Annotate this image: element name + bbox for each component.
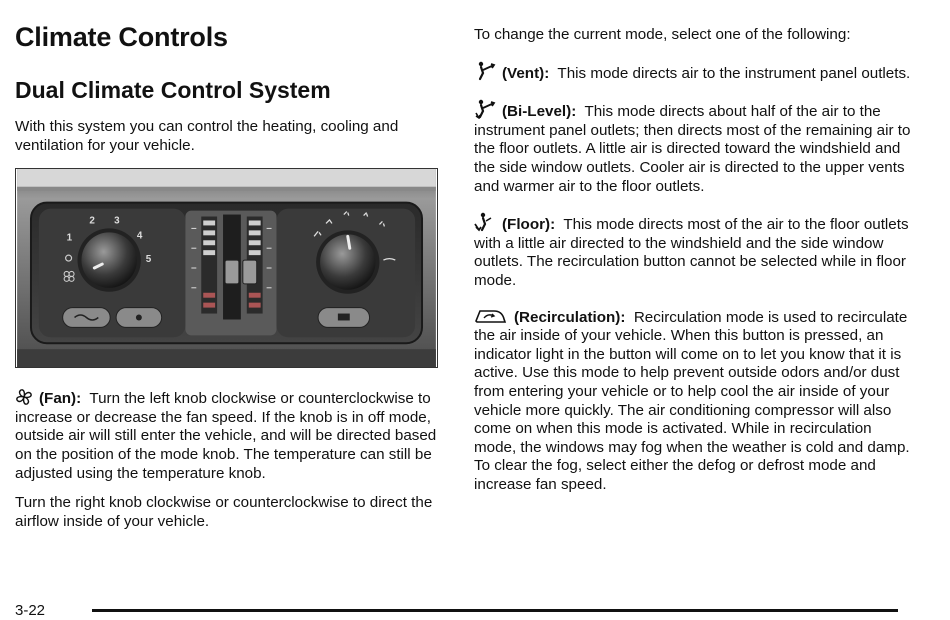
mode-floor xyxy=(474,212,914,290)
fan-label-4: 4 xyxy=(136,230,143,242)
floor-term: (Floor): xyxy=(502,216,556,234)
fan-text: Turn the left knob clockwise or counterclockwise to increase or decrease the fan speed. If the knob is in off mode, outside air will still enter the vehicle, and will be directed based on the position of the mode knob. The temperature can still be adjusted using the temperature knob. xyxy=(15,390,437,482)
page-number: 3-22 xyxy=(15,602,46,619)
right-column xyxy=(474,26,914,510)
climate-control-panel-photo xyxy=(15,168,438,368)
fan-label-2: 2 xyxy=(89,215,95,227)
right-knob-paragraph: Turn the right knob clockwise or counterclockwise to direct the airflow inside of your vehicle. xyxy=(15,494,433,530)
recirculation-icon xyxy=(474,307,508,325)
floor-icon xyxy=(474,212,496,232)
mode-bi-level xyxy=(474,99,914,196)
mode-knob xyxy=(316,231,379,294)
footer-rule xyxy=(92,609,898,612)
fan-paragraph xyxy=(15,388,440,483)
bi-level-term: (Bi-Level): xyxy=(502,103,577,121)
page-title: Climate Controls xyxy=(15,22,228,52)
vent-icon xyxy=(474,61,496,81)
fan-label-3: 3 xyxy=(114,215,120,227)
recirculation-term: (Recirculation): xyxy=(514,308,626,326)
mode-vent xyxy=(474,61,914,84)
fan-label-5: 5 xyxy=(145,254,152,266)
vent-text: This mode directs air to the instrument panel outlets. xyxy=(557,64,911,82)
fan-icon xyxy=(15,388,33,406)
fan-term: (Fan): xyxy=(39,390,82,408)
mode-recirculation xyxy=(474,307,914,495)
recirculation-text: Recirculation mode is used to recirculate the air inside of your vehicle. When this button is pressed, an indicator light in the button will come on to let you know that it is active. Use this mode to help prevent outside odors and/or dust from entering your vehicle or to help cool the air inside of your vehicle more quickly. The air conditioning compressor will also come on when this mode is activated. While in recirculation mode, the windows may fog when the weather is cold and damp. To clear the fog, select either the defog or defrost mode and increase fan speed. xyxy=(474,308,910,493)
vent-term: (Vent): xyxy=(502,64,550,82)
bi-level-text: This mode directs about half of the air to the instrument panel outlets; then directs most of the remaining air to the floor outlets. A little air is directed toward the windshield and the side window outlets. Cooler air is directed to the upper vents and warmer air to the floor outlets. xyxy=(474,103,911,195)
fan-label-1: 1 xyxy=(66,232,73,244)
intro-paragraph: With this system you can control the heating, cooling and ventilation for your vehicle. xyxy=(15,118,399,154)
mode-intro: To change the current mode, select one of the following: xyxy=(474,26,851,43)
floor-text: This mode directs most of the air to the floor outlets with a little air directed to the windshield and the side window outlets. The recirculation button cannot be selected while in floor mode. xyxy=(474,216,909,289)
section-title: Dual Climate Control System xyxy=(15,77,331,103)
bi-level-icon xyxy=(474,99,496,119)
temperature-sliders xyxy=(191,215,271,320)
left-column xyxy=(15,20,440,531)
fan-knob xyxy=(78,229,141,292)
